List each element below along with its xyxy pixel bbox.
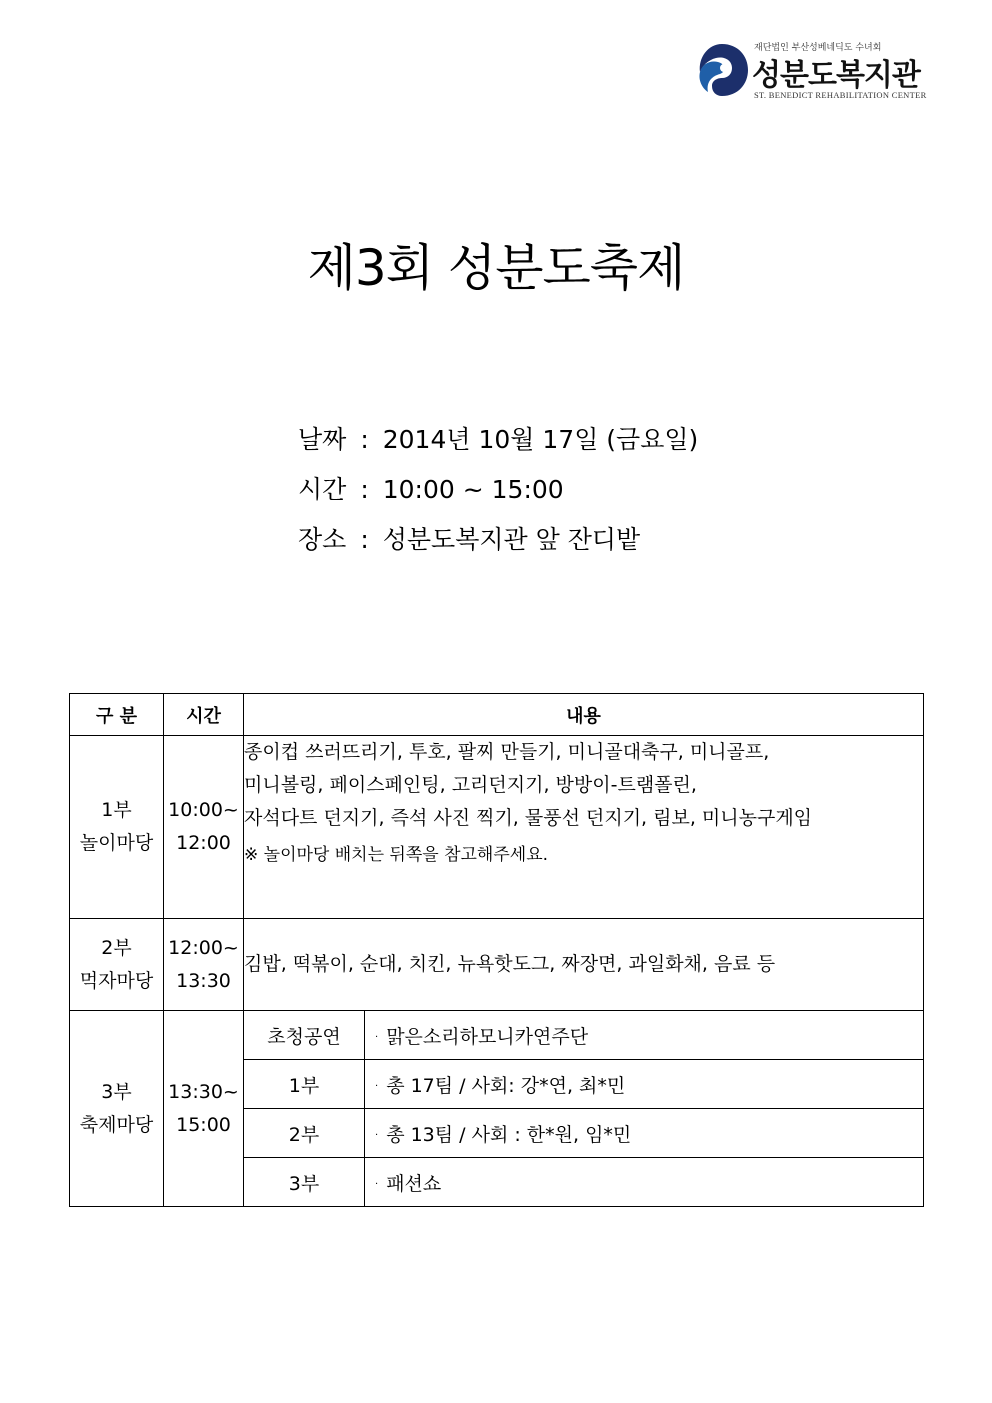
- sub-label: 초청공연: [244, 1011, 365, 1060]
- row-content: 김밥, 떡볶이, 순대, 치킨, 뉴욕핫도그, 짜장면, 과일화채, 음료 등: [244, 919, 924, 1011]
- sub-label: 1부: [244, 1060, 365, 1109]
- sub-value: · 맑은소리하모니카연주단: [365, 1011, 924, 1060]
- category-name: 축제마당: [79, 1113, 154, 1136]
- row-category: [70, 736, 164, 919]
- sub-value: · 패션쇼: [375, 1172, 442, 1195]
- category-name: 놀이마당: [79, 832, 154, 854]
- schedule-table: [69, 693, 924, 1207]
- table-row: [70, 736, 924, 919]
- sub-value: · 총 17팀 / 사회: 강*연, 최*민: [365, 1060, 924, 1109]
- program-subtable: [244, 1011, 923, 1206]
- row-category: [70, 1011, 164, 1207]
- table-row: [70, 1011, 924, 1207]
- info-separator: :: [360, 525, 369, 554]
- bullet: ·: [375, 1129, 379, 1141]
- info-separator: :: [360, 425, 369, 454]
- logo-subtitle: 재단법인 부산성베네딕도 수녀회: [754, 43, 882, 53]
- category-part: 3부: [101, 1080, 132, 1103]
- category-part: 2부: [101, 936, 132, 959]
- header-category: 구 분: [70, 694, 164, 736]
- table-row: [70, 919, 924, 1011]
- sub-row: [244, 1011, 923, 1060]
- row-time: [164, 736, 244, 919]
- logo-emblem-icon: [694, 42, 750, 98]
- time-end: 13:30: [176, 969, 231, 992]
- info-row-date: [298, 420, 698, 470]
- info-separator: :: [360, 475, 369, 504]
- info-row-place: [298, 520, 698, 570]
- sub-label: 2부: [244, 1109, 365, 1158]
- content-line: 미니볼링, 페이스페인팅, 고리던지기, 방방이-트램폴린,: [244, 774, 697, 796]
- info-label: 시간: [298, 475, 347, 504]
- time-start: 10:00~: [168, 799, 239, 821]
- logo-name: 성분도복지관: [752, 58, 920, 93]
- logo-english-name: ST. BENEDICT REHABILITATION CENTER: [754, 90, 927, 100]
- info-value: 성분도복지관 앞 잔디밭: [382, 525, 641, 554]
- info-row-time: [298, 470, 698, 520]
- info-value: 10:00 ~ 15:00: [382, 475, 564, 504]
- row-time: [164, 1011, 244, 1207]
- time-end: 12:00: [176, 832, 231, 854]
- sub-row: [244, 1060, 923, 1109]
- time-start: 12:00~: [168, 936, 239, 959]
- row-content: [244, 1011, 924, 1207]
- sub-row: [244, 1109, 923, 1158]
- category-name: 먹자마당: [79, 969, 154, 992]
- row-category: [70, 919, 164, 1011]
- bullet: ·: [375, 1031, 379, 1043]
- table-header-row: [70, 694, 924, 736]
- page-title: 제3회 성분도축제: [307, 239, 685, 297]
- row-time: [164, 919, 244, 1011]
- time-start: 13:30~: [168, 1080, 239, 1103]
- organization-logo: [694, 38, 944, 100]
- row-content: [244, 736, 924, 919]
- bullet: ·: [375, 1080, 379, 1092]
- layout-note: ※ 놀이마당 배치는 뒤쪽을 참고해주세요.: [244, 845, 549, 865]
- info-value: 2014년 10월 17일 (금요일): [382, 425, 699, 454]
- sub-label: 3부: [244, 1158, 365, 1207]
- header-time: 시간: [164, 694, 244, 736]
- header-content: 내용: [244, 694, 924, 736]
- content-line: 종이컵 쓰러뜨리기, 투호, 팔찌 만들기, 미니골대축구, 미니골프,: [244, 741, 770, 763]
- category-part: 1부: [101, 799, 132, 821]
- event-info: [298, 420, 698, 570]
- sub-row: [244, 1158, 923, 1207]
- info-label: 장소: [298, 525, 347, 554]
- content-line: 자석다트 던지기, 즉석 사진 찍기, 물풍선 던지기, 림보, 미니농구게임: [244, 807, 813, 829]
- bullet: ·: [375, 1178, 379, 1190]
- info-label: 날짜: [298, 425, 347, 454]
- sub-value: · 총 13팀 / 사회 : 한*원, 임*민: [365, 1109, 924, 1158]
- time-end: 15:00: [176, 1113, 231, 1136]
